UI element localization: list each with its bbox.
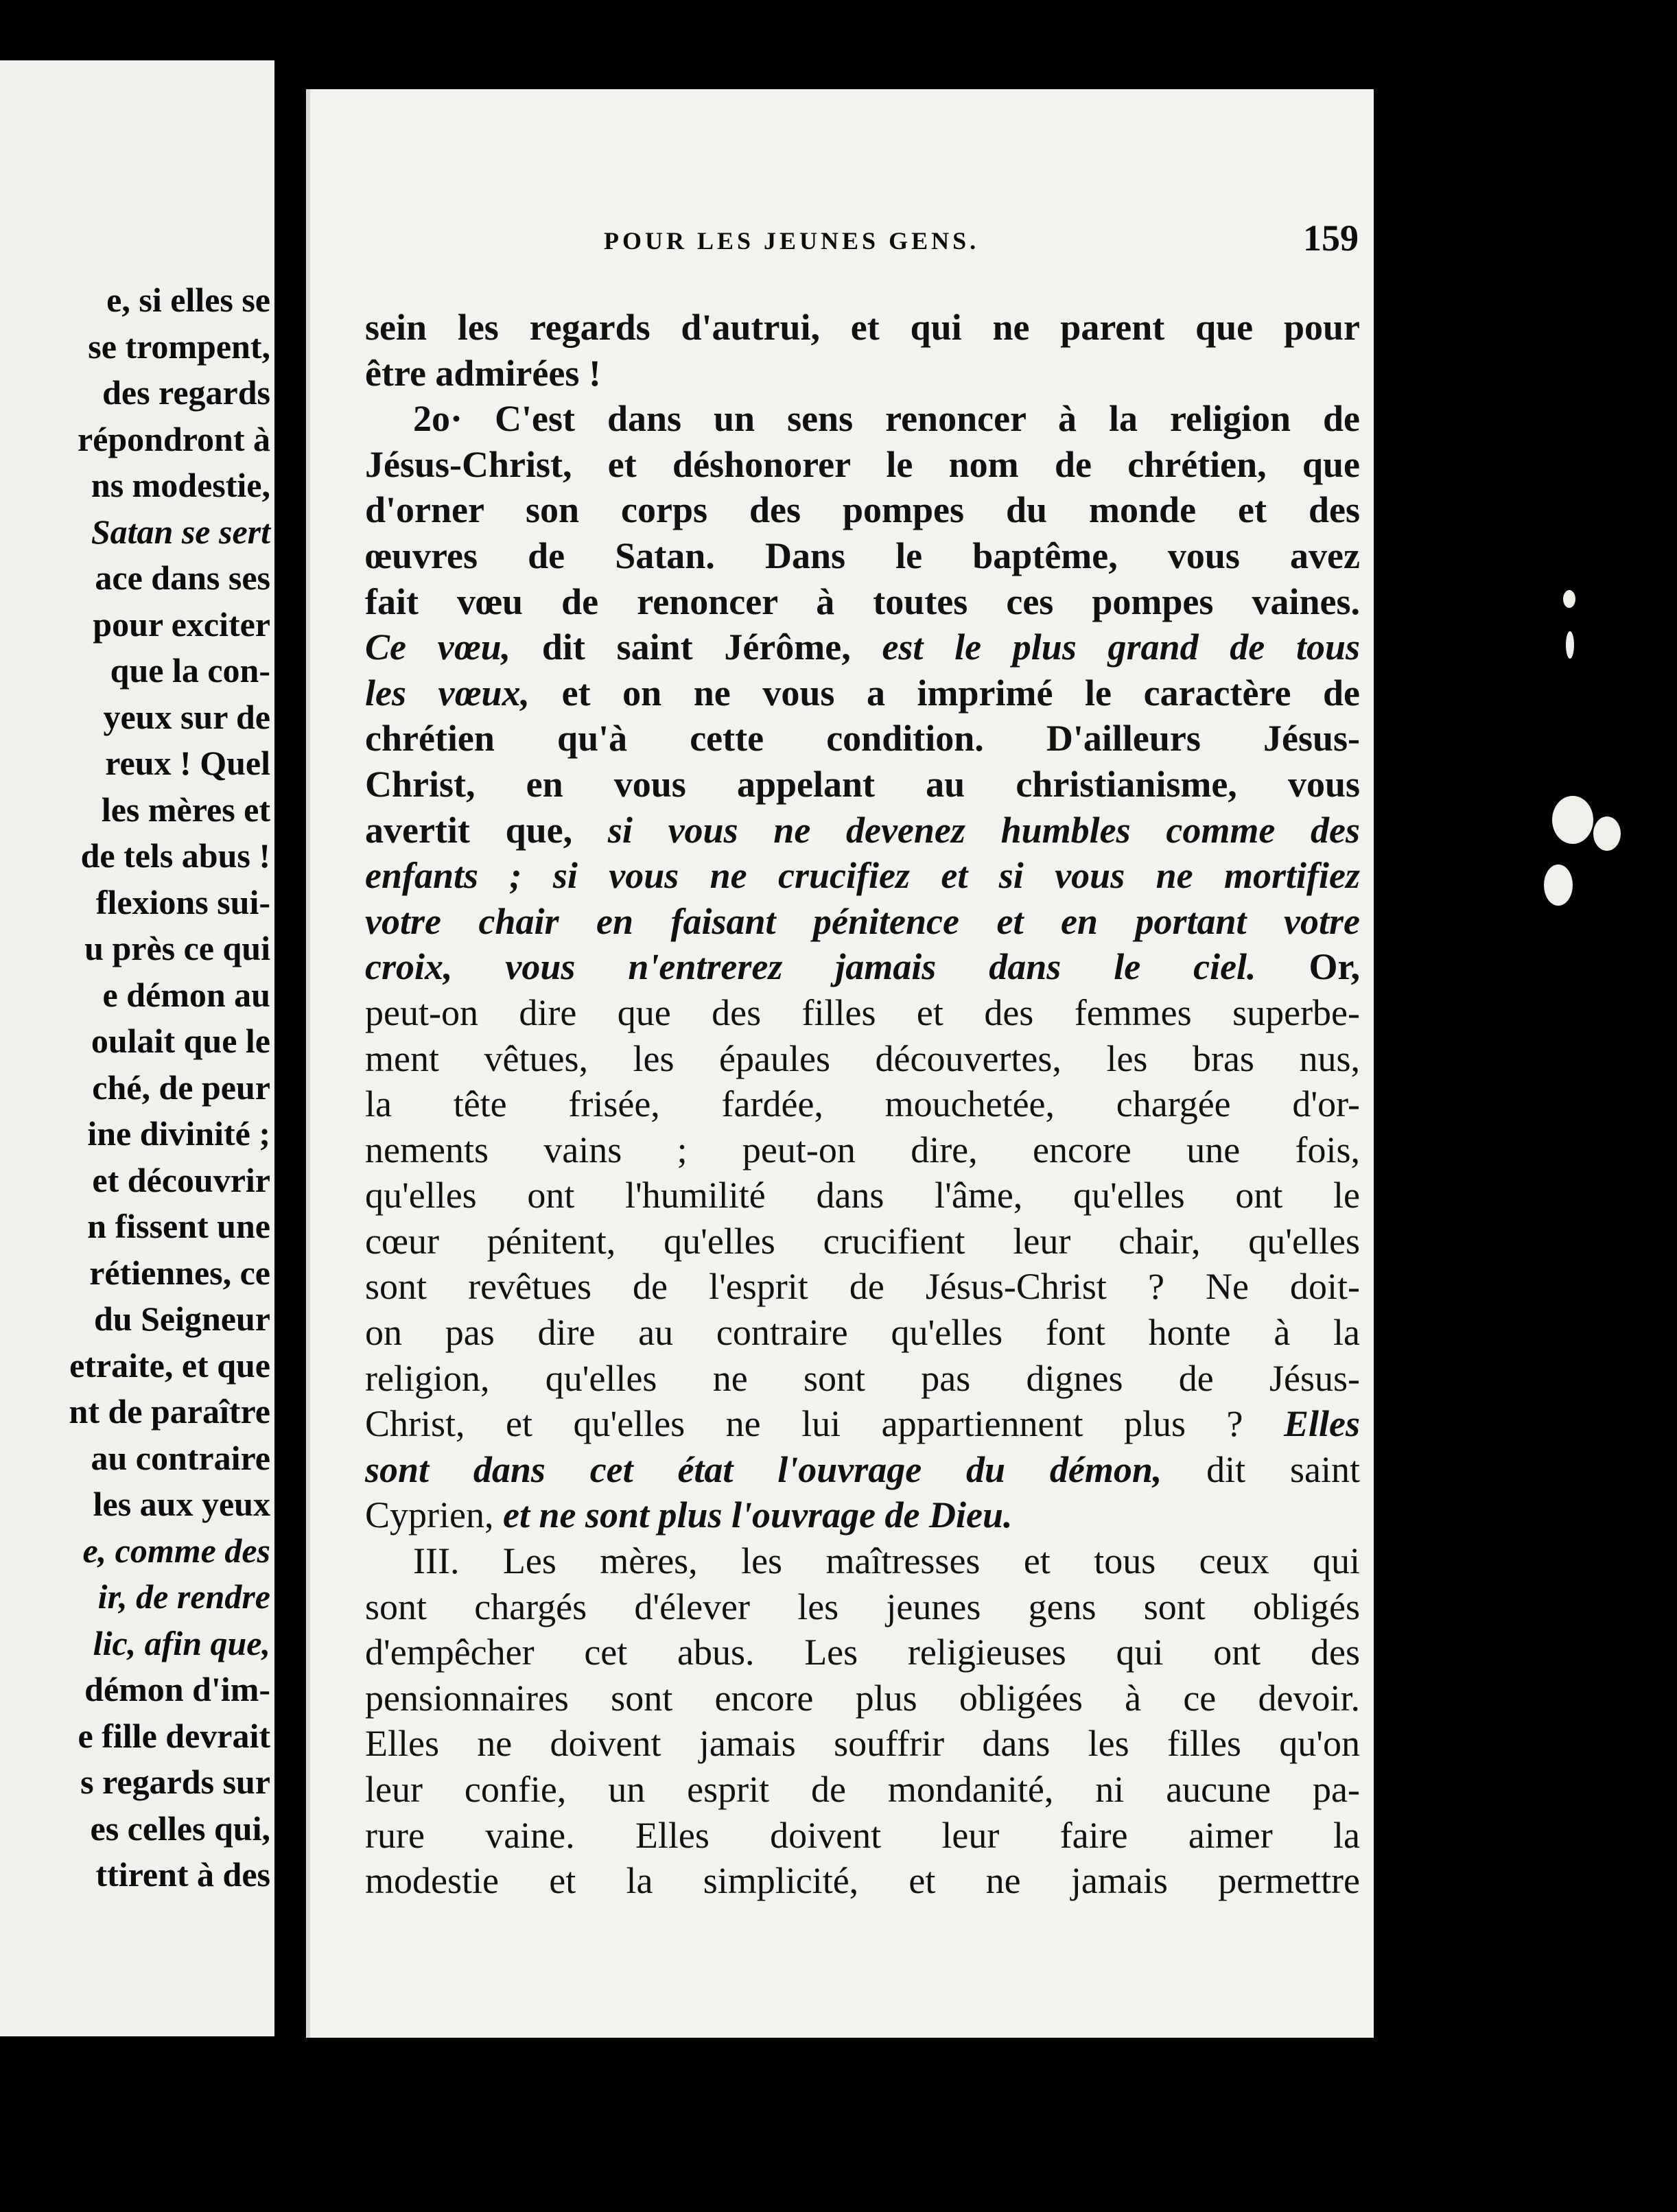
left-page-line: du Seigneur [93,1299,270,1338]
text-line: œuvres de Satan. Dans le baptême, vous avez [365,534,1360,576]
text-line [365,1401,1360,1447]
left-page-line: lic, afin que, [93,1623,270,1662]
text-line: Jésus-Christ, et déshonorer le nom de chrétien, que [365,443,1360,485]
left-page-line: les mères et [101,790,270,829]
left-page-line: des regards [102,373,270,412]
left-page-line: s regards sur [80,1763,270,1801]
left-page-line: es celles qui, [90,1809,270,1848]
left-page-line: e démon au [102,975,270,1014]
italic-span: sont dans cet état l'ouvrage du démon, [365,1448,1162,1490]
left-page-line: ine divinité ; [87,1114,270,1153]
roman-span: avertit que, [365,809,608,851]
text-line: ment vêtues, les épaules découvertes, les bras nus, [365,1037,1360,1079]
left-page-line: e, comme des [82,1531,270,1570]
text-line: peut-on dire que des filles et des femmes superbe- [365,991,1360,1033]
text-line: nements vains ; peut-on dire, encore une fois, [365,1129,1360,1170]
text-line: sont chargés d'élever les jeunes gens sont obligés [365,1586,1360,1627]
page-number: 159 [1303,217,1359,259]
roman-span: Cyprien, [365,1494,503,1536]
left-page-line: pour exciter [93,604,270,644]
text-line [365,944,1360,990]
text-line [365,808,1360,854]
left-page-line: ns modestie, [91,466,270,504]
left-page-line: ir, de rendre [97,1577,270,1616]
text-line: Elles ne doivent jamais souffrir dans les filles qu'on [365,1723,1360,1765]
text-line [365,624,1360,670]
text-line: d'empêcher cet abus. Les religieuses qui ont des [365,1632,1360,1673]
text-line: sont revêtues de l'esprit de Jésus-Christ ? Ne doit- [365,1266,1360,1308]
dust-speck [1563,590,1575,608]
left-page-line: au contraire [91,1438,270,1477]
running-title: POUR LES JEUNES GENS. [604,227,980,255]
dust-speck [1593,816,1621,851]
text-line [365,670,1360,716]
left-page-line: nt de paraître [69,1392,270,1431]
left-page-line: u près ce qui [84,929,270,967]
text-line: Christ, en vous appelant au christianisme, vous [365,763,1360,805]
left-page-line: Satan se sert [91,512,270,551]
text-line: cœur pénitent, qu'elles crucifient leur chair, qu'elles [365,1220,1360,1262]
roman-span: dit saint Jérôme, [511,626,882,668]
roman-span: Christ, et qu'elles ne lui appartiennent plus ? [365,1403,1284,1445]
italic-span: si vous ne devenez humbles comme des [607,809,1360,851]
text-line: être admirées ! [365,352,601,394]
text-line: 2o· C'est dans un sens renoncer à la religion de [413,398,1360,440]
text-line: d'orner son corps des pompes du monde et des [365,489,1360,531]
text-line: leur confie, un esprit de mondanité, ni aucune pa- [365,1769,1360,1810]
text-line [365,1492,1360,1538]
italic-span: Ce vœu, [365,626,511,668]
dust-speck [1566,631,1574,659]
left-page-line: ttirent à des [95,1855,270,1894]
dust-speck [1544,864,1573,906]
italic-span: Elles [1283,1403,1360,1445]
text-line: fait vœu de renoncer à toutes ces pompes vaines. [365,580,1360,622]
text-line: la tête frisée, fardée, mouchetée, chargée d'or- [365,1083,1360,1125]
left-page-line: de tels abus ! [80,836,270,875]
body-text [365,305,1360,1904]
left-page-line: rétiennes, ce [89,1253,270,1292]
text-line: III. Les mères, les maîtresses et tous ceux qui [413,1540,1360,1582]
text-line: qu'elles ont l'humilité dans l'âme, qu'elles ont le [365,1175,1360,1216]
text-line: chrétien qu'à cette condition. D'ailleurs Jésus- [365,718,1360,760]
left-page-line: flexions sui- [95,882,270,921]
text-line: modestie et la simplicité, et ne jamais permettre [365,1860,1360,1902]
left-page-line: oulait que le [91,1022,270,1060]
left-page-line: yeux sur de [103,697,270,736]
left-page-line: répondront à [77,419,270,458]
text-line: religion, qu'elles ne sont pas dignes de Jésus- [365,1357,1360,1399]
left-page-text [0,277,270,1898]
italic-span: est le plus grand de tous [882,626,1361,668]
left-page-line: e fille devrait [78,1716,270,1755]
text-line: pensionnaires sont encore plus obligées à ce devoir. [365,1677,1360,1719]
left-page-line: e, si elles se [106,281,270,319]
text-line: votre chair en faisant pénitence et en portant votre [365,900,1360,942]
text-line [365,1447,1360,1493]
page-header [604,217,1359,261]
left-page-line: reux ! Quel [105,744,270,782]
left-page-line: ché, de peur [92,1068,270,1107]
text-line: rure vaine. Elles doivent leur faire aimer la [365,1814,1360,1856]
dust-speck [1552,796,1593,844]
left-page [0,60,274,2036]
text-line: on pas dire au contraire qu'elles font honte à la [365,1312,1360,1354]
left-page-line: n fissent une [87,1207,270,1245]
left-page-line: se trompent, [88,327,270,366]
roman-span: et on ne vous a imprimé le caractère de [530,672,1360,714]
roman-span: dit saint [1162,1448,1360,1490]
text-line: sein les regards d'autrui, et qui ne parent que pour [365,307,1360,348]
italic-span: et ne sont plus l'ouvrage de Dieu. [502,1494,1013,1536]
left-page-line: ace dans ses [95,558,270,597]
roman-span: Or, [1256,946,1361,988]
text-line: enfants ; si vous ne crucifiez et si vous ne mortifiez [365,855,1360,897]
left-page-line: etraite, et que [69,1345,270,1385]
left-page-line: et découvrir [92,1160,270,1199]
left-page-line: que la con- [110,651,270,690]
left-page-line: les aux yeux [93,1485,270,1523]
italic-span: croix, vous n'entrerez jamais dans le ciel. [365,946,1256,988]
italic-span: les vœux, [365,672,530,714]
left-page-line: démon d'im- [84,1670,270,1708]
